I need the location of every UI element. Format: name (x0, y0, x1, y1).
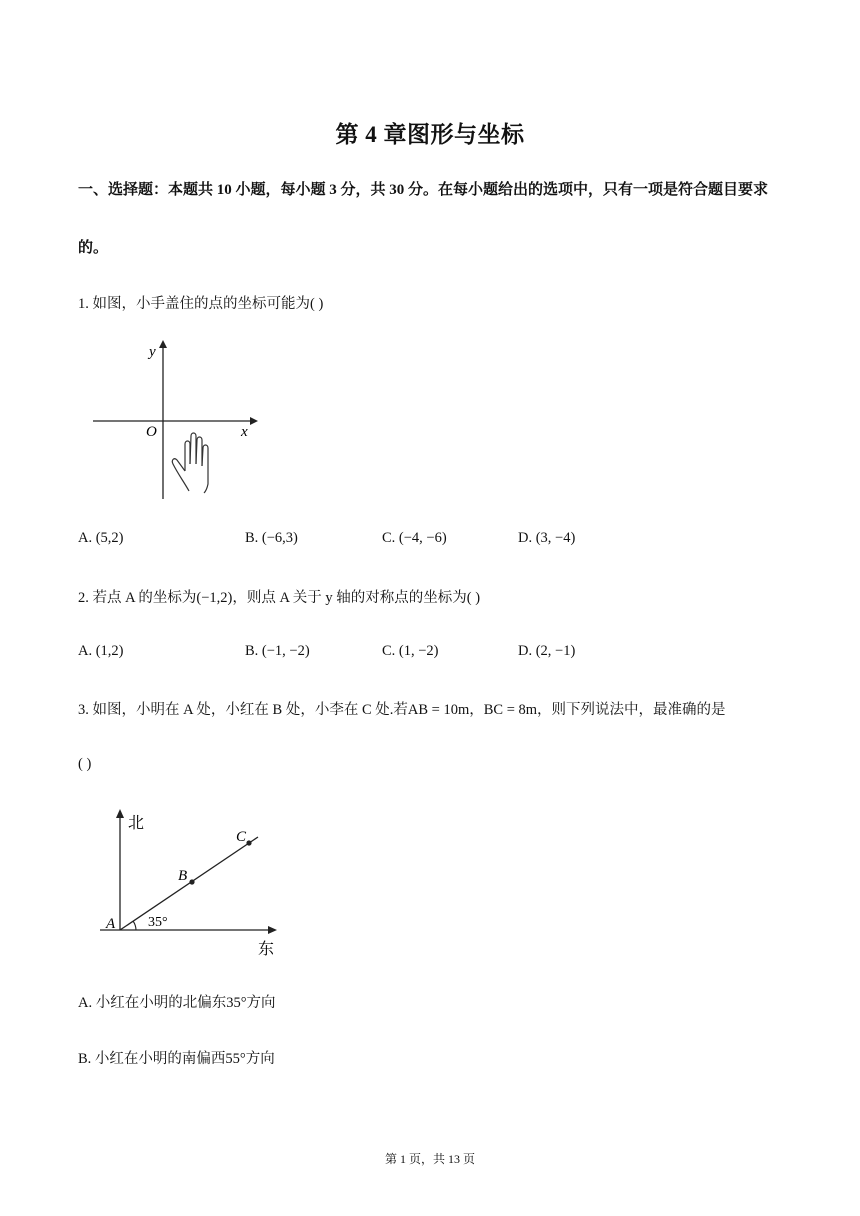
question-2-option-c: C. (1, −2) (382, 643, 439, 659)
question-1-option-c: C. (−4, −6) (382, 530, 447, 546)
question-2-option-d: D. (2, −1) (518, 643, 576, 659)
question-3-figure (96, 804, 286, 962)
angle-label: 35° (148, 915, 168, 930)
origin-label: O (146, 424, 157, 440)
question-2-option-b: B. (−1, −2) (245, 643, 310, 659)
north-arrow (116, 809, 124, 818)
angle-arc (133, 921, 136, 930)
point-b-label: B (178, 868, 188, 884)
question-3-stem-line2: ( ) (78, 756, 92, 772)
point-c (246, 840, 251, 845)
question-2-stem: 2. 若点 A 的坐标为(−1,2)，则点 A 关于 y 轴的对称点的坐标为( ) (78, 590, 481, 606)
question-3-stem-line1: 3. 如图，小明在 A 处，小红在 B 处，小李在 C 处.若AB = 10m，BC = 8m，则下列说法中，最准确的是 (78, 702, 726, 718)
east-arrow (268, 926, 277, 934)
question-1-stem: 1. 如图，小手盖住的点的坐标可能为( ) (78, 296, 324, 312)
question-1-option-b: B. (−6,3) (245, 530, 298, 546)
point-c-label: C (236, 829, 247, 845)
question-3-option-b: B. 小红在小明的南偏西55°方向 (78, 1051, 275, 1067)
north-label: 北 (128, 815, 145, 832)
ray-a-c (120, 837, 258, 930)
point-a-label: A (106, 916, 116, 932)
x-axis-label: x (241, 424, 248, 440)
question-1-figure (88, 336, 263, 506)
question-1-option-d: D. (3, −4) (518, 530, 576, 546)
y-axis-arrow (159, 340, 167, 348)
question-3-option-a: A. 小红在小明的北偏东35°方向 (78, 995, 276, 1011)
section-heading-line2: 的。 (78, 240, 109, 256)
x-axis-arrow (250, 417, 258, 425)
question-1-option-a: A. (5,2) (78, 530, 124, 546)
question-2-option-a: A. (1,2) (78, 643, 124, 659)
y-axis-label: y (149, 344, 156, 360)
east-label: 东 (258, 941, 275, 958)
page-footer: 第 1 页，共 13 页 (384, 1152, 475, 1166)
hand-icon (172, 433, 208, 493)
page-title: 第 4 章图形与坐标 (335, 122, 525, 147)
section-heading-line1: 一、选择题：本题共 10 小题，每小题 3 分，共 30 分。在每小题给出的选项中，只有一项是符合题目要求 (78, 182, 769, 198)
point-b (189, 879, 194, 884)
